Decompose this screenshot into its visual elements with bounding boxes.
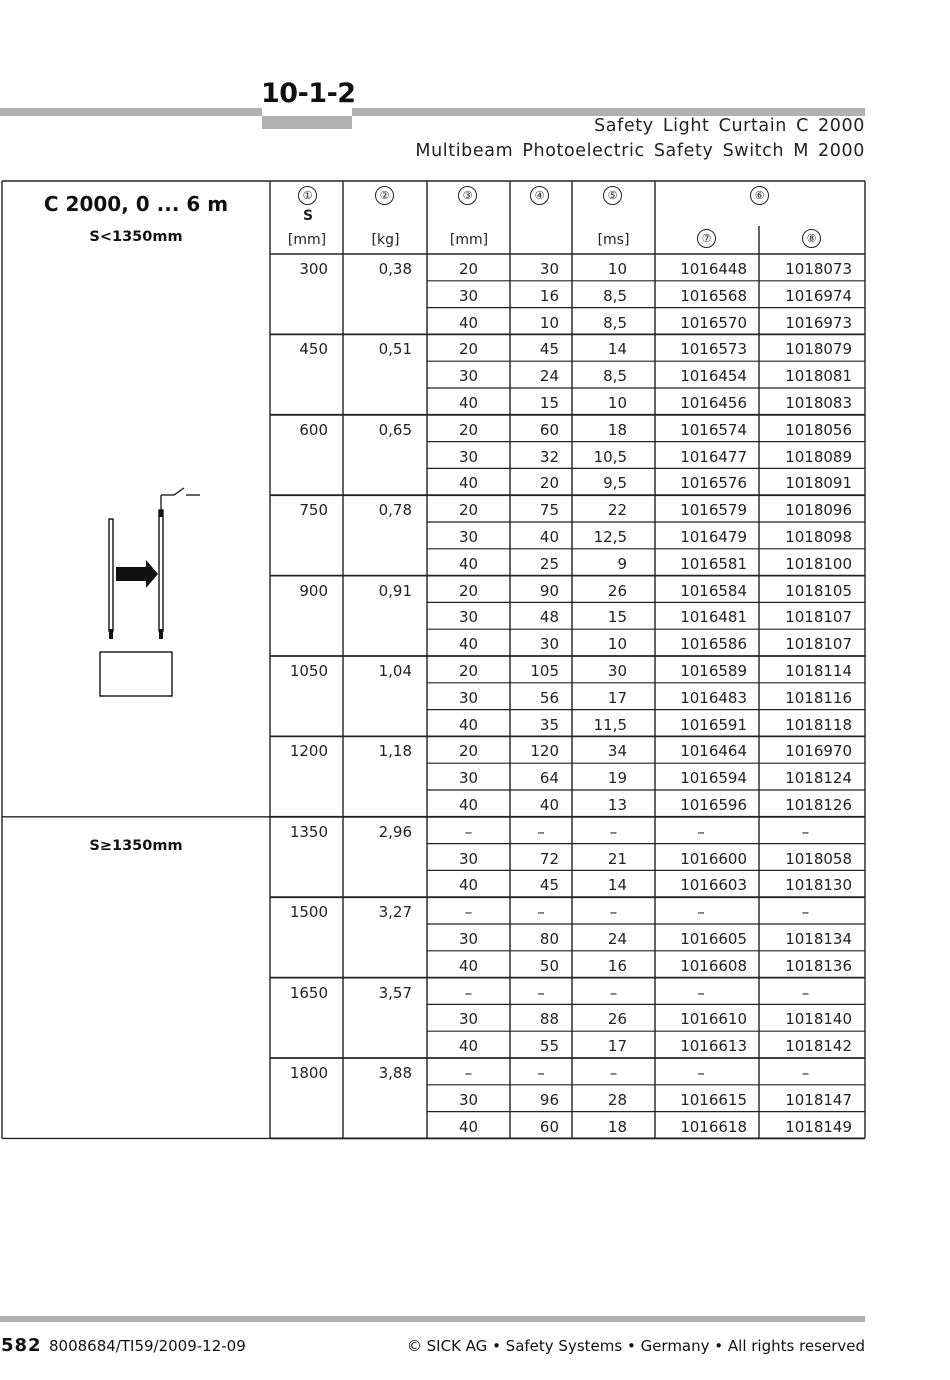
col-marker-7: ⑦ [697,229,716,248]
part-number-8: 1018098 [785,528,852,546]
resolution: 20 [458,742,479,761]
resolution: 40 [458,796,479,814]
part-number-8: 1018107 [785,635,852,654]
response-time: 10 [607,260,627,278]
response-time: 34 [607,742,627,761]
response-time: 14 [607,876,627,895]
part-number-8: – [801,822,810,841]
part-number-7: 1016464 [680,742,747,761]
part-number-8: 1018100 [785,554,852,573]
section-number: 10-1-2 [261,78,356,109]
beam-count: 72 [539,849,559,868]
part-number-8: 1018079 [785,340,852,359]
resolution: 30 [458,528,479,546]
resolution: 20 [458,501,479,520]
length-s: 300 [299,260,328,278]
footer-rule [0,1316,865,1322]
part-number-7: 1016574 [680,420,747,439]
weight-kg: 3,27 [378,903,412,922]
part-number-8: 1018136 [785,956,852,975]
resolution: 30 [458,769,479,788]
beam-count: 35 [539,715,559,734]
beam-count: 10 [539,313,559,332]
beam-count: 30 [539,260,559,278]
beam-count: 88 [539,1010,559,1029]
resolution: 20 [458,581,479,600]
resolution: 30 [458,1010,479,1029]
response-time: 10 [607,635,627,654]
length-s: 1050 [289,662,328,680]
unit-mm-resolution: [mm] [449,232,489,248]
length-s: 1350 [289,822,328,841]
part-number-8: – [801,903,810,922]
part-number-7: 1016579 [680,501,747,520]
part-number-7: 1016454 [680,367,747,386]
beam-count: 48 [539,608,559,627]
resolution: 30 [458,849,479,868]
table-title: C 2000, 0 ... 6 m [43,192,229,216]
part-number-7: 1016610 [680,1010,747,1029]
weight-kg: 0,65 [378,420,412,439]
response-time: 13 [607,796,627,814]
part-number-8: 1018130 [785,876,852,895]
col-marker-4: ④ [530,186,549,205]
resolution: 20 [458,340,479,359]
beam-count: 64 [539,769,559,788]
part-number-7: 1016573 [680,340,747,359]
weight-kg: 1,04 [378,662,412,680]
part-number-8: 1018142 [785,1037,852,1056]
page-number: 582 [1,1335,42,1356]
beam-count: 32 [539,447,559,466]
part-number-8: 1018089 [785,447,852,466]
resolution: – [464,1064,473,1082]
resolution: 30 [458,367,479,386]
response-time: 10,5 [593,447,627,466]
part-number-7: 1016568 [680,286,747,305]
resolution: 40 [458,715,479,734]
part-number-7: 1016613 [680,1037,747,1056]
resolution: 40 [458,394,479,412]
part-number-8: 1016970 [785,742,852,761]
part-number-8: – [801,983,810,1002]
col-marker-5: ⑤ [603,186,622,205]
part-number-8: 1018056 [785,420,852,439]
part-number-8: 1018118 [785,715,852,734]
length-s: 1650 [289,983,328,1002]
response-time: 30 [607,662,627,680]
part-number-7: 1016584 [680,581,747,600]
response-time: 17 [607,1037,627,1056]
response-time: – [609,903,618,922]
col-marker-1: ① [298,186,317,205]
part-number-8: 1018124 [785,769,852,788]
part-number-8: 1016974 [785,286,852,305]
length-s: 450 [299,340,328,359]
part-number-7: 1016589 [680,662,747,680]
response-time: 8,5 [603,286,627,305]
part-number-7: 1016570 [680,313,747,332]
weight-kg: 0,78 [378,501,412,520]
resolution: 30 [458,447,479,466]
weight-kg: 0,38 [378,260,412,278]
group-label-short: S<1350mm [89,229,183,245]
response-time: 26 [607,581,627,600]
part-number-7: 1016608 [680,956,747,975]
beam-count: – [537,983,545,1002]
part-number-7: 1016605 [680,930,747,948]
unit-mm-s: [mm] [287,232,327,248]
header-title: Safety Light Curtain C 2000 [594,116,865,136]
resolution: 30 [458,930,479,948]
weight-kg: 2,96 [378,822,412,841]
resolution: 40 [458,313,479,332]
resolution: 40 [458,635,479,654]
beam-count: 15 [539,394,559,412]
part-number-8: 1018147 [785,1090,852,1109]
response-time: – [609,983,618,1002]
unit-kg: [kg] [371,232,400,248]
length-s: 1800 [289,1064,328,1082]
response-time: 9,5 [603,474,627,493]
response-time: 22 [607,501,627,520]
col-marker-2: ② [375,186,394,205]
col-symbol-s: S [302,208,314,224]
part-number-8: 1018140 [785,1010,852,1029]
part-number-7: 1016477 [680,447,747,466]
response-time: 26 [607,1010,627,1029]
beam-count: 40 [539,528,559,546]
beam-count: 20 [539,474,559,493]
resolution: 40 [458,554,479,573]
part-number-8: 1018149 [785,1117,852,1136]
length-s: 1200 [289,742,328,761]
resolution: 40 [458,956,479,975]
beam-count: 80 [539,930,559,948]
response-time: – [609,1064,618,1082]
response-time: 18 [607,420,627,439]
part-number-7: 1016448 [680,260,747,278]
part-number-8: 1018126 [785,796,852,814]
response-time: 17 [607,688,627,707]
beam-count: 24 [539,367,559,386]
length-s: 1500 [289,903,328,922]
beam-count: – [537,1064,545,1082]
part-number-7: 1016479 [680,528,747,546]
beam-count: 45 [539,876,559,895]
response-time: 15 [607,608,627,627]
beam-count: 25 [539,554,559,573]
beam-count: 60 [539,420,559,439]
resolution: 20 [458,662,479,680]
beam-count: 75 [539,501,559,520]
resolution: – [464,822,473,841]
response-time: 28 [607,1090,627,1109]
part-number-7: – [697,1064,705,1082]
response-time: 24 [607,930,627,948]
col-marker-6: ⑥ [750,186,769,205]
col-marker-3: ③ [458,186,477,205]
weight-kg: 1,18 [378,742,412,761]
part-number-8: 1018083 [785,394,852,412]
beam-count: 55 [539,1037,559,1056]
part-number-8: 1018096 [785,501,852,520]
resolution: 30 [458,286,479,305]
part-number-8: 1018058 [785,849,852,868]
beam-count: – [537,822,545,841]
part-number-7: – [697,983,705,1002]
part-number-7: 1016481 [680,608,747,627]
copyright: © SICK AG • Safety Systems • Germany • All rights reserved [406,1337,865,1355]
part-number-8: 1018134 [785,930,852,948]
part-number-8: 1018073 [785,260,852,278]
beam-count: 30 [539,635,559,654]
part-number-7: 1016618 [680,1117,747,1136]
part-number-7: 1016456 [680,394,747,412]
weight-kg: 3,88 [378,1064,412,1082]
part-number-8: 1018116 [785,688,852,707]
part-number-8: 1018107 [785,608,852,627]
weight-kg: 3,57 [378,983,412,1002]
beam-count: 96 [539,1090,559,1109]
part-number-7: 1016581 [680,554,747,573]
part-number-7: 1016600 [680,849,747,868]
resolution: 20 [458,420,479,439]
response-time: – [609,822,618,841]
part-number-7: 1016596 [680,796,747,814]
resolution: – [464,983,473,1002]
response-time: 19 [607,769,627,788]
part-number-8: 1018105 [785,581,852,600]
header-subtitle: Multibeam Photoelectric Safety Switch M 2000 [415,141,865,161]
part-number-7: 1016603 [680,876,747,895]
col-marker-8: ⑧ [802,229,821,248]
response-time: 16 [607,956,627,975]
resolution: – [464,903,473,922]
part-number-8: 1016973 [785,313,852,332]
response-time: 11,5 [593,715,627,734]
beam-count: 60 [539,1117,559,1136]
beam-count: 90 [539,581,559,600]
response-time: 10 [607,394,627,412]
weight-kg: 0,51 [378,340,412,359]
part-number-7: 1016483 [680,688,747,707]
resolution: 40 [458,1117,479,1136]
part-number-7: 1016591 [680,715,747,734]
part-number-8: – [801,1064,810,1082]
beam-count: 45 [539,340,559,359]
beam-count: – [537,903,545,922]
beam-count: 120 [530,742,559,761]
light-curtain-icon [96,486,206,700]
group-label-long: S≥1350mm [89,838,183,854]
response-time: 14 [607,340,627,359]
part-number-7: 1016576 [680,474,747,493]
response-time: 9 [617,554,627,573]
beam-count: 40 [539,796,559,814]
weight-kg: 0,91 [378,581,412,600]
response-time: 8,5 [603,367,627,386]
resolution: 40 [458,1037,479,1056]
unit-ms: [ms] [597,232,630,248]
beam-count: 56 [539,688,559,707]
length-s: 900 [299,581,328,600]
part-number-8: 1018081 [785,367,852,386]
response-time: 8,5 [603,313,627,332]
resolution: 20 [458,260,479,278]
part-number-8: 1018091 [785,474,852,493]
resolution: 40 [458,876,479,895]
resolution: 30 [458,608,479,627]
part-number-7: 1016615 [680,1090,747,1109]
part-number-7: – [697,822,705,841]
beam-count: 105 [530,662,559,680]
response-time: 12,5 [593,528,627,546]
part-number-8: 1018114 [785,662,852,680]
response-time: 21 [607,849,627,868]
part-number-7: – [697,903,705,922]
length-s: 600 [299,420,328,439]
document-id: 8008684/TI59/2009-12-09 [49,1337,246,1355]
length-s: 750 [299,501,328,520]
beam-count: 50 [539,956,559,975]
part-number-7: 1016594 [680,769,747,788]
part-number-7: 1016586 [680,635,747,654]
resolution: 30 [458,1090,479,1109]
resolution: 40 [458,474,479,493]
resolution: 30 [458,688,479,707]
response-time: 18 [607,1117,627,1136]
beam-count: 16 [539,286,559,305]
